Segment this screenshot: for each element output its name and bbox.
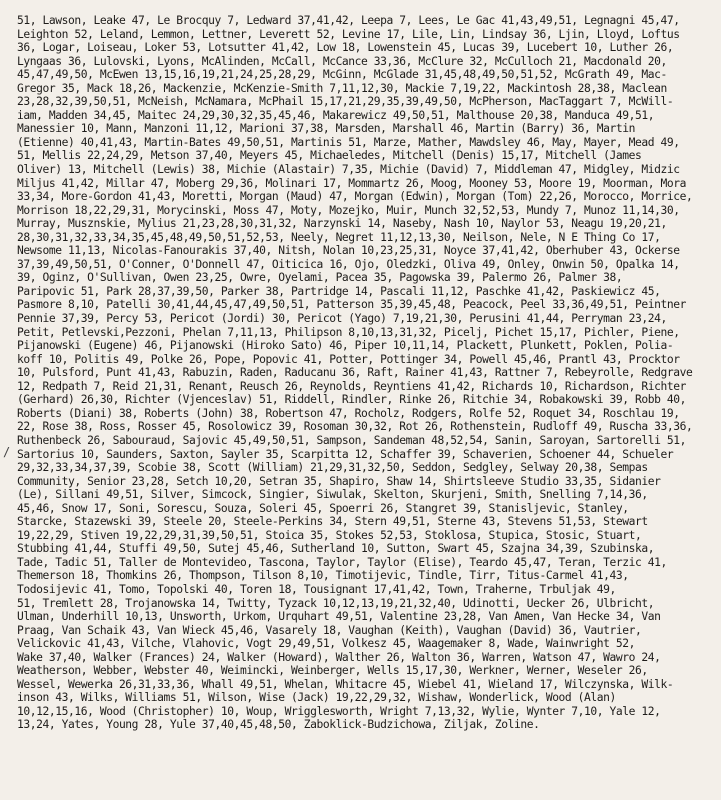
index-line: Stubbing 41,44, Stuffi 49,50, Sutej 45,46, Sutherland 10, Sutton, Swart 45, Szajna 34,39, Szubinska, bbox=[17, 542, 655, 556]
index-line: Paripovic 51, Park 28,37,39,50, Parker 38, Partridge 14, Pascali 11,12, Paschke 41,42, Paskiewicz 45, bbox=[17, 284, 661, 298]
index-line: inson 43, Wilks, Williams 51, Wilson, Wise (Jack) 19,22,29,32, Wishaw, Wonderlick, Wood (Alan) bbox=[17, 691, 616, 705]
index-line: Ruthenbeck 26, Sabouraud, Sajovic 45,49,50,51, Sampson, Sandeman 48,52,54, Sanin, Saroyan, Sartorelli 51, bbox=[17, 433, 686, 447]
index-line: 39, Oginz, O'Sullivan, Owen 23,25, Owre, Oyelami, Pacea 35, Pagowska 39, Palermo 26, Palmer 38, bbox=[17, 271, 623, 285]
index-line: (Etienne) 40,41,43, Martin-Bates 49,50,51, Martinis 51, Marze, Mather, Mawdsley 46, May, Mayer, Mead 49, bbox=[17, 135, 680, 149]
index-line: Miljus 41,42, Millar 47, Moberg 29,36, Molinari 17, Mommartz 26, Moog, Mooney 53, Moore 19, Moorman, Mora bbox=[17, 176, 686, 190]
index-line: Newsome 11,13, Nicolas-Fanourakis 37,40, Nitsh, Nolan 10,23,25,31, Noyce 37,41,42, Oberhuber 43, Ockerse bbox=[17, 244, 680, 258]
index-line: Themerson 18, Thomkins 26, Thompson, Tilson 8,10, Timotijevic, Tindle, Tirr, Titus-Carmel 41,43, bbox=[17, 569, 629, 583]
index-line: Velickovic 41,43, Vilche, Vlahovic, Vogt 29,49,51, Volkesz 45, Waagemaker 8, Wade, Wainwright 52, bbox=[17, 637, 636, 651]
index-line: Ulman, Underhill 10,13, Unsworth, Urkom, Urquhart 49,51, Valentine 23,28, Van Amen, Van Hecke 34, Van bbox=[17, 610, 661, 624]
index-line: Sartorius 10, Saunders, Saxton, Sayler 35, Scarpitta 12, Schaffer 39, Schaverien, Schoener 44, Schueler bbox=[17, 447, 674, 461]
index-line: 51, Lawson, Leake 47, Le Brocquy 7, Ledward 37,41,42, Leepa 7, Lees, Le Gac 41,43,49,51, Legnagni 45,47, bbox=[17, 14, 680, 27]
index-line: Oliver) 13, Mitchell (Lewis) 38, Michie (Alastair) 7,35, Michie (David) 7, Middleman 47, Midgley, Midzic bbox=[17, 163, 680, 177]
index-line: Gregor 35, Mack 18,26, Mackenzie, McKenzie-Smith 7,11,12,30, Mackie 7,19,22, Mackintosh 28,38, Maclean bbox=[17, 81, 667, 95]
index-line: Wake 37,40, Walker (Frances) 24, Walker (Howard), Walther 26, Walton 36, Warren, Watson 47, Wawro 24, bbox=[17, 650, 661, 664]
index-line: iam, Madden 34,45, Maitec 24,29,30,32,35,45,46, Makarewicz 49,50,51, Malthouse 20,38, Manduca 49,51, bbox=[17, 108, 655, 122]
index-line: 19,22,29, Stiven 19,22,29,31,39,50,51, Stoica 35, Stokes 52,53, Stoklosa, Stupica, Stosic, Stuart, bbox=[17, 528, 642, 542]
index-line: 13,24, Yates, Young 28, Yule 37,40,45,48,50, Zaboklick-Budzichowa, Ziljak, Zoline. bbox=[17, 718, 540, 732]
index-line: Todosijevic 41, Tomo, Topolski 40, Toren 18, Tousignant 17,41,42, Town, Traherne, Trbuljak 49, bbox=[17, 582, 616, 596]
index-line: 51, Tremlett 28, Trojanowska 14, Twitty, Tyzack 10,12,13,19,21,32,40, Udinotti, Uecker 26, Ulbricht, bbox=[17, 596, 655, 610]
index-line: (Gerhard) 26,30, Richter (Vjenceslav) 51, Riddell, Rindler, Rinke 26, Ritchie 34, Robakowski 39, Robb 40, bbox=[17, 393, 686, 407]
index-line: 10,12,15,16, Wood (Christopher) 10, Woup, Wrigglesworth, Wright 7,13,32, Wylie, Wynter 7,10, Yale 12, bbox=[17, 704, 661, 718]
index-line: 37,39,49,50,51, O'Conner, O'Donnell 47, Oiticica 16, Ojo, Oledzki, Oliva 49, Onley, Onwin 50, Opalka 14, bbox=[17, 257, 680, 271]
index-line: 23,28,32,39,50,51, McNeish, McNamara, McPhail 15,17,21,29,35,39,49,50, McPherson, MacTaggart 7, McWill- bbox=[17, 95, 674, 109]
index-line: Lyngaas 36, Lulovski, Lyons, McAlinden, McCall, McCance 33,36, McClure 32, McCulloch 21, Macdonald 20, bbox=[17, 54, 667, 68]
index-line: koff 10, Politis 49, Polke 26, Pope, Popovic 41, Potter, Pottinger 34, Powell 45,46, Prantl 43, Procktor bbox=[17, 352, 680, 366]
index-line: Weatherson, Webber, Webster 40, Weimincki, Weinberger, Wells 15,17,30, Werkner, Werner, Weseler 26, bbox=[17, 664, 648, 678]
index-line: 36, Logar, Loiseau, Loker 53, Lotsutter 41,42, Low 18, Lowenstein 45, Lucas 39, Lucebert 10, Luther 26, bbox=[17, 41, 674, 55]
index-line: Petit, Petlevski,Pezzoni, Phelan 7,11,13, Philipson 8,10,13,31,32, Picelj, Pichet 15,17, Pichler, Piene, bbox=[17, 325, 680, 339]
index-line: Wessel, Wewerka 26,31,33,36, Whall 49,51, Whelan, Whitacre 45, Wiebel 41, Wieland 17, Wilczynska, Wilk- bbox=[17, 677, 674, 691]
index-line: 45,47,49,50, McEwen 13,15,16,19,21,24,25,28,29, McGinn, McGlade 31,45,48,49,50,51,52, McGrath 49, Mac- bbox=[17, 68, 667, 82]
index-line: Leighton 52, Leland, Lemmon, Lettner, Leverett 52, Levine 17, Lile, Lin, Lindsay 36, Ljin, Lloyd, Loftus bbox=[17, 27, 680, 41]
index-line: 29,32,33,34,37,39, Scobie 38, Scott (William) 21,29,31,32,50, Seddon, Sedgley, Selway 20,38, Sempas bbox=[17, 461, 648, 475]
index-line: 45,46, Snow 17, Soni, Sorescu, Souza, Soleri 45, Spoerri 26, Stangret 39, Stanisljevic, Stanley, bbox=[17, 501, 629, 515]
index-line: Morrison 18,22,29,31, Morycinski, Moss 47, Moty, Mozejko, Muir, Munch 32,52,53, Mundy 7, Munoz 11,14,30, bbox=[17, 203, 680, 217]
index-line: (Le), Sillani 49,51, Silver, Simcock, Singier, Siwulak, Skelton, Skurjeni, Smith, Snelling 7,14,36, bbox=[17, 488, 648, 502]
index-line: Community, Senior 23,28, Setch 10,20, Setran 35, Shapiro, Shaw 14, Shirtsleeve Studio 33,35, Sidanier bbox=[17, 474, 661, 488]
index-line: Pennie 37,39, Percy 53, Pericot (Jordi) 30, Pericot (Yago) 7,19,21,30, Perusini 41,44, Perryman 23,24, bbox=[17, 312, 667, 326]
index-line: 22, Rose 38, Ross, Rosser 45, Rosolowicz 39, Rosoman 30,32, Rot 26, Rothenstein, Rudloff 49, Ruscha 33,36, bbox=[17, 420, 693, 434]
index-line: 12, Redpath 7, Reid 21,31, Renant, Reusch 26, Reynolds, Reyntiens 41,42, Richards 10, Richardson, Richter bbox=[17, 379, 686, 393]
index-line: Roberts (Diani) 38, Roberts (John) 38, Robertson 47, Rocholz, Rodgers, Rolfe 52, Roquet 34, Roschlau 19, bbox=[17, 406, 680, 420]
index-line: Tade, Tadic 51, Taller de Montevideo, Tascona, Taylor, Taylor (Elise), Teardo 45,47, Teran, Terzic 41, bbox=[17, 555, 667, 569]
index-line: Pijanowski (Eugene) 46, Pijanowski (Hiroko Sato) 46, Piper 10,11,14, Plackett, Plunkett, Poklen, Polia- bbox=[17, 339, 674, 353]
index-line: Murray, Musznskie, Mylius 21,23,28,30,31,32, Narzynski 14, Naseby, Nash 10, Naylor 53, Neagu 19,20,21, bbox=[17, 217, 667, 231]
index-line: Praag, Van Schaik 43, Van Wieck 45,46, Vasarely 18, Vaughan (Keith), Vaughan (David) 36, Vautrier, bbox=[17, 623, 642, 637]
index-line: 51, Mellis 22,24,29, Metson 37,40, Meyers 45, Michaeledes, Mitchell (Denis) 15,17, Mitchell (James bbox=[17, 149, 642, 163]
index-text bbox=[17, 14, 717, 732]
index-line: Pasmore 8,10, Patelli 30,41,44,45,47,49,50,51, Patterson 35,39,45,48, Peacock, Peel 33,36,49,51, Peintner bbox=[17, 298, 686, 312]
index-line: 10, Pulsford, Punt 41,43, Rabuzin, Raden, Raducanu 36, Raft, Rainer 41,43, Rattner 7, Rebeyrolle, Redgrave bbox=[17, 366, 693, 380]
margin-mark: / bbox=[3, 445, 11, 459]
index-line: 28,30,31,32,33,34,35,45,48,49,50,51,52,53, Neely, Negret 11,12,13,30, Neilson, Nele, N E Thing Co 17, bbox=[17, 230, 661, 244]
index-line: Starcke, Stazewski 39, Steele 20, Steele-Perkins 34, Stern 49,51, Sterne 43, Stevens 51,53, Stewart bbox=[17, 515, 648, 529]
index-line: 33,34, More-Gordon 41,43, Moretti, Morgan (Maud) 47, Morgan (Edwin), Morgan (Tom) 22,26, Morocco, Morrice, bbox=[17, 190, 693, 204]
index-line: Manessier 10, Mann, Manzoni 11,12, Marioni 37,38, Marsden, Marshall 46, Martin (Barry) 36, Martin bbox=[17, 122, 636, 136]
